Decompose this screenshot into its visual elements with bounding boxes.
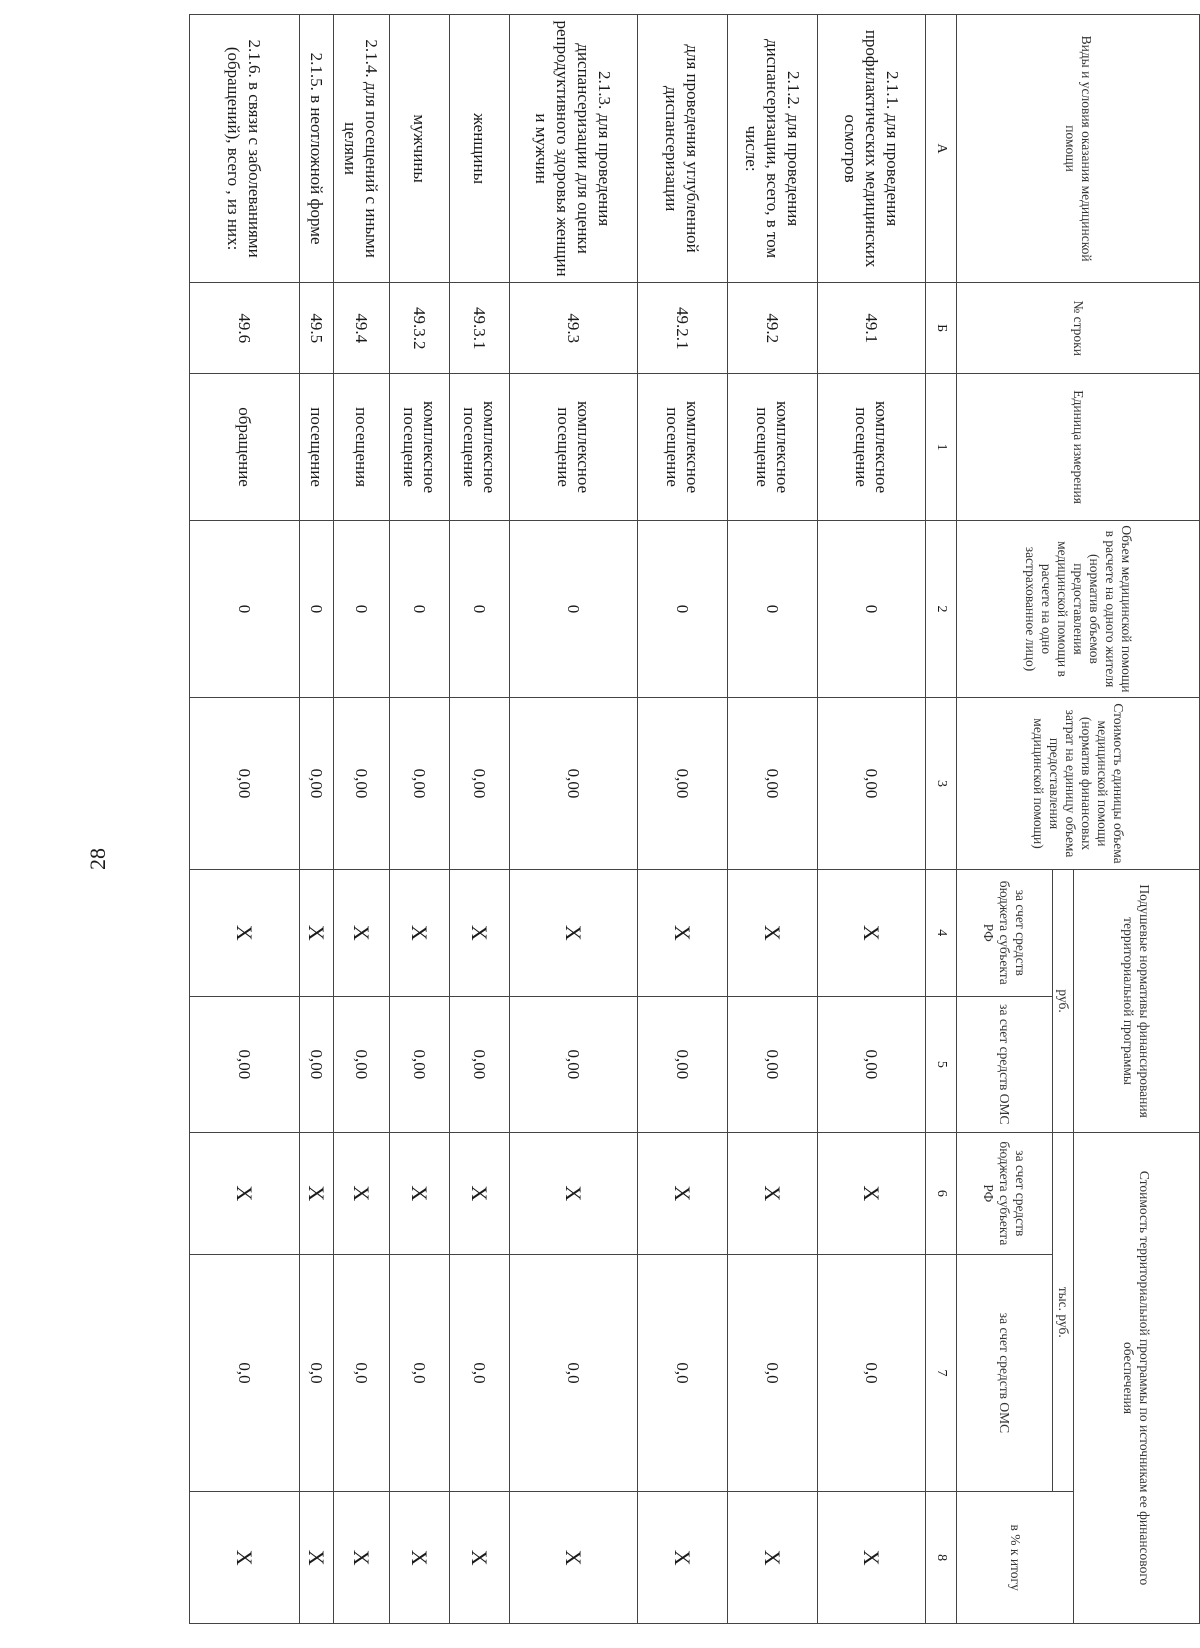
row-unit: комплексное посещение [728,374,818,521]
table-row [390,15,450,1624]
row-unit: комплексное посещение [450,374,510,521]
header-oms-5: за счет средств ОМС [957,996,1053,1133]
column-number: 2 [926,520,957,697]
row-line-number: 49.1 [818,283,926,374]
header-budget-6: за счет средств бюджета субъекта РФ [957,1133,1053,1254]
row-cost-budget: X [510,1133,638,1254]
row-volume: 0 [450,520,510,697]
row-cost-oms: 0,0 [300,1254,334,1492]
row-per-capita-budget: X [638,870,728,996]
row-name: 2.1.3. для проведения диспансеризации для оценки репродуктивного здоровья женщин и мужчин [510,15,638,283]
column-number: 6 [926,1133,957,1254]
row-per-capita-budget: X [300,870,334,996]
row-cost-percent: X [450,1492,510,1624]
page-number: 28 [85,848,110,870]
column-number: 4 [926,870,957,996]
row-unit: посещения [334,374,390,521]
row-per-capita-oms: 0,00 [638,996,728,1133]
row-per-capita-oms: 0,00 [390,996,450,1133]
row-cost-percent: X [638,1492,728,1624]
row-per-capita-oms: 0,00 [728,996,818,1133]
header-per-capita: Подушевые нормативы финансирования территориальной программы [1074,870,1200,1133]
column-number: 3 [926,698,957,870]
table-row [300,15,334,1624]
row-name: 2.1.6. в связи с заболеваниями (обращений), всего , из них: [190,15,300,283]
column-number: 8 [926,1492,957,1624]
header-line-number: № строки [957,283,1200,374]
row-volume: 0 [728,520,818,697]
header-unit-cost: Стоимость единицы объема медицинской помощи (норматив финансовых затрат на единицу объема предоставления медицинской помощи) [957,698,1200,870]
header-kinds: Виды и условия оказания медицинской помощи [957,15,1200,283]
row-cost-budget: X [334,1133,390,1254]
row-unit-cost: 0,00 [818,698,926,870]
row-name: для проведения углубленной диспансеризации [638,15,728,283]
row-volume: 0 [334,520,390,697]
row-per-capita-budget: X [334,870,390,996]
row-line-number: 49.3 [510,283,638,374]
row-name: 2.1.5. в неотложной форме [300,15,334,283]
row-cost-budget: X [300,1133,334,1254]
table-row [818,15,926,1624]
row-line-number: 49.2.1 [638,283,728,374]
row-cost-oms: 0,0 [638,1254,728,1492]
row-per-capita-budget: X [450,870,510,996]
row-cost-percent: X [390,1492,450,1624]
row-name: мужчины [390,15,450,283]
column-number: А [926,15,957,283]
row-name: женщины [450,15,510,283]
rotated-page [50,14,1200,1624]
table-row [190,15,300,1624]
table-row [638,15,728,1624]
row-unit: комплексное посещение [638,374,728,521]
row-unit-cost: 0,00 [300,698,334,870]
row-per-capita-oms: 0,00 [818,996,926,1133]
row-cost-percent: X [510,1492,638,1624]
row-name: 2.1.2. для проведения диспансеризации, всего, в том числе: [728,15,818,283]
row-line-number: 49.6 [190,283,300,374]
row-cost-budget: X [638,1133,728,1254]
row-unit: обращение [190,374,300,521]
row-line-number: 49.4 [334,283,390,374]
row-unit-cost: 0,00 [390,698,450,870]
header-percent: в % к итогу [957,1492,1074,1624]
row-unit-cost: 0,00 [190,698,300,870]
row-cost-oms: 0,0 [510,1254,638,1492]
row-cost-budget: X [728,1133,818,1254]
column-number: Б [926,283,957,374]
row-per-capita-budget: X [510,870,638,996]
row-per-capita-oms: 0,00 [334,996,390,1133]
column-number: 1 [926,374,957,521]
table-row [450,15,510,1624]
row-cost-budget: X [450,1133,510,1254]
row-volume: 0 [390,520,450,697]
row-per-capita-oms: 0,00 [450,996,510,1133]
financing-table [189,14,1200,1624]
row-unit: посещение [300,374,334,521]
row-per-capita-oms: 0,00 [190,996,300,1133]
row-cost-percent: X [334,1492,390,1624]
row-cost-oms: 0,0 [390,1254,450,1492]
row-cost-budget: X [818,1133,926,1254]
row-cost-percent: X [300,1492,334,1624]
row-volume: 0 [638,520,728,697]
row-per-capita-budget: X [728,870,818,996]
row-cost-oms: 0,0 [334,1254,390,1492]
header-per-capita-unit: руб. [1053,870,1074,1133]
row-unit-cost: 0,00 [334,698,390,870]
row-unit-cost: 0,00 [728,698,818,870]
row-unit-cost: 0,00 [450,698,510,870]
column-number: 7 [926,1254,957,1492]
row-line-number: 49.3.1 [450,283,510,374]
row-volume: 0 [300,520,334,697]
row-per-capita-budget: X [818,870,926,996]
row-cost-percent: X [818,1492,926,1624]
row-per-capita-budget: X [190,870,300,996]
row-cost-percent: X [728,1492,818,1624]
header-program-cost: Стоимость территориальной программы по источникам ее финансового обеспечения [1074,1133,1200,1624]
header-cost-unit: тыс. руб. [1053,1133,1074,1492]
header-oms-7: за счет средств ОМС [957,1254,1053,1492]
table-row [510,15,638,1624]
row-cost-budget: X [190,1133,300,1254]
row-cost-percent: X [190,1492,300,1624]
row-per-capita-oms: 0,00 [510,996,638,1133]
row-unit: комплексное посещение [510,374,638,521]
column-numbers-row [926,15,957,1624]
row-unit-cost: 0,00 [510,698,638,870]
row-volume: 0 [190,520,300,697]
row-cost-oms: 0,0 [190,1254,300,1492]
row-unit: комплексное посещение [818,374,926,521]
row-line-number: 49.5 [300,283,334,374]
row-cost-oms: 0,0 [728,1254,818,1492]
table-row [728,15,818,1624]
table-row [334,15,390,1624]
row-line-number: 49.3.2 [390,283,450,374]
row-cost-oms: 0,0 [450,1254,510,1492]
header-unit: Единица измерения [957,374,1200,521]
table-body [190,15,926,1624]
row-cost-budget: X [390,1133,450,1254]
column-number: 5 [926,996,957,1133]
row-per-capita-oms: 0,00 [300,996,334,1133]
row-unit-cost: 0,00 [638,698,728,870]
header-volume: Объем медицинской помощи в расчете на одного жителя (норматив объемов предоставления медицинской помощи в расчете на одно застрахованное лицо) [957,520,1200,697]
row-unit: комплексное посещение [390,374,450,521]
row-volume: 0 [510,520,638,697]
row-name: 2.1.1. для проведения профилактических медицинских осмотров [818,15,926,283]
row-line-number: 49.2 [728,283,818,374]
header-budget-4: за счет средств бюджета субъекта РФ [957,870,1053,996]
row-name: 2.1.4. для посещений с иными целями [334,15,390,283]
row-cost-oms: 0,0 [818,1254,926,1492]
row-volume: 0 [818,520,926,697]
row-per-capita-budget: X [390,870,450,996]
